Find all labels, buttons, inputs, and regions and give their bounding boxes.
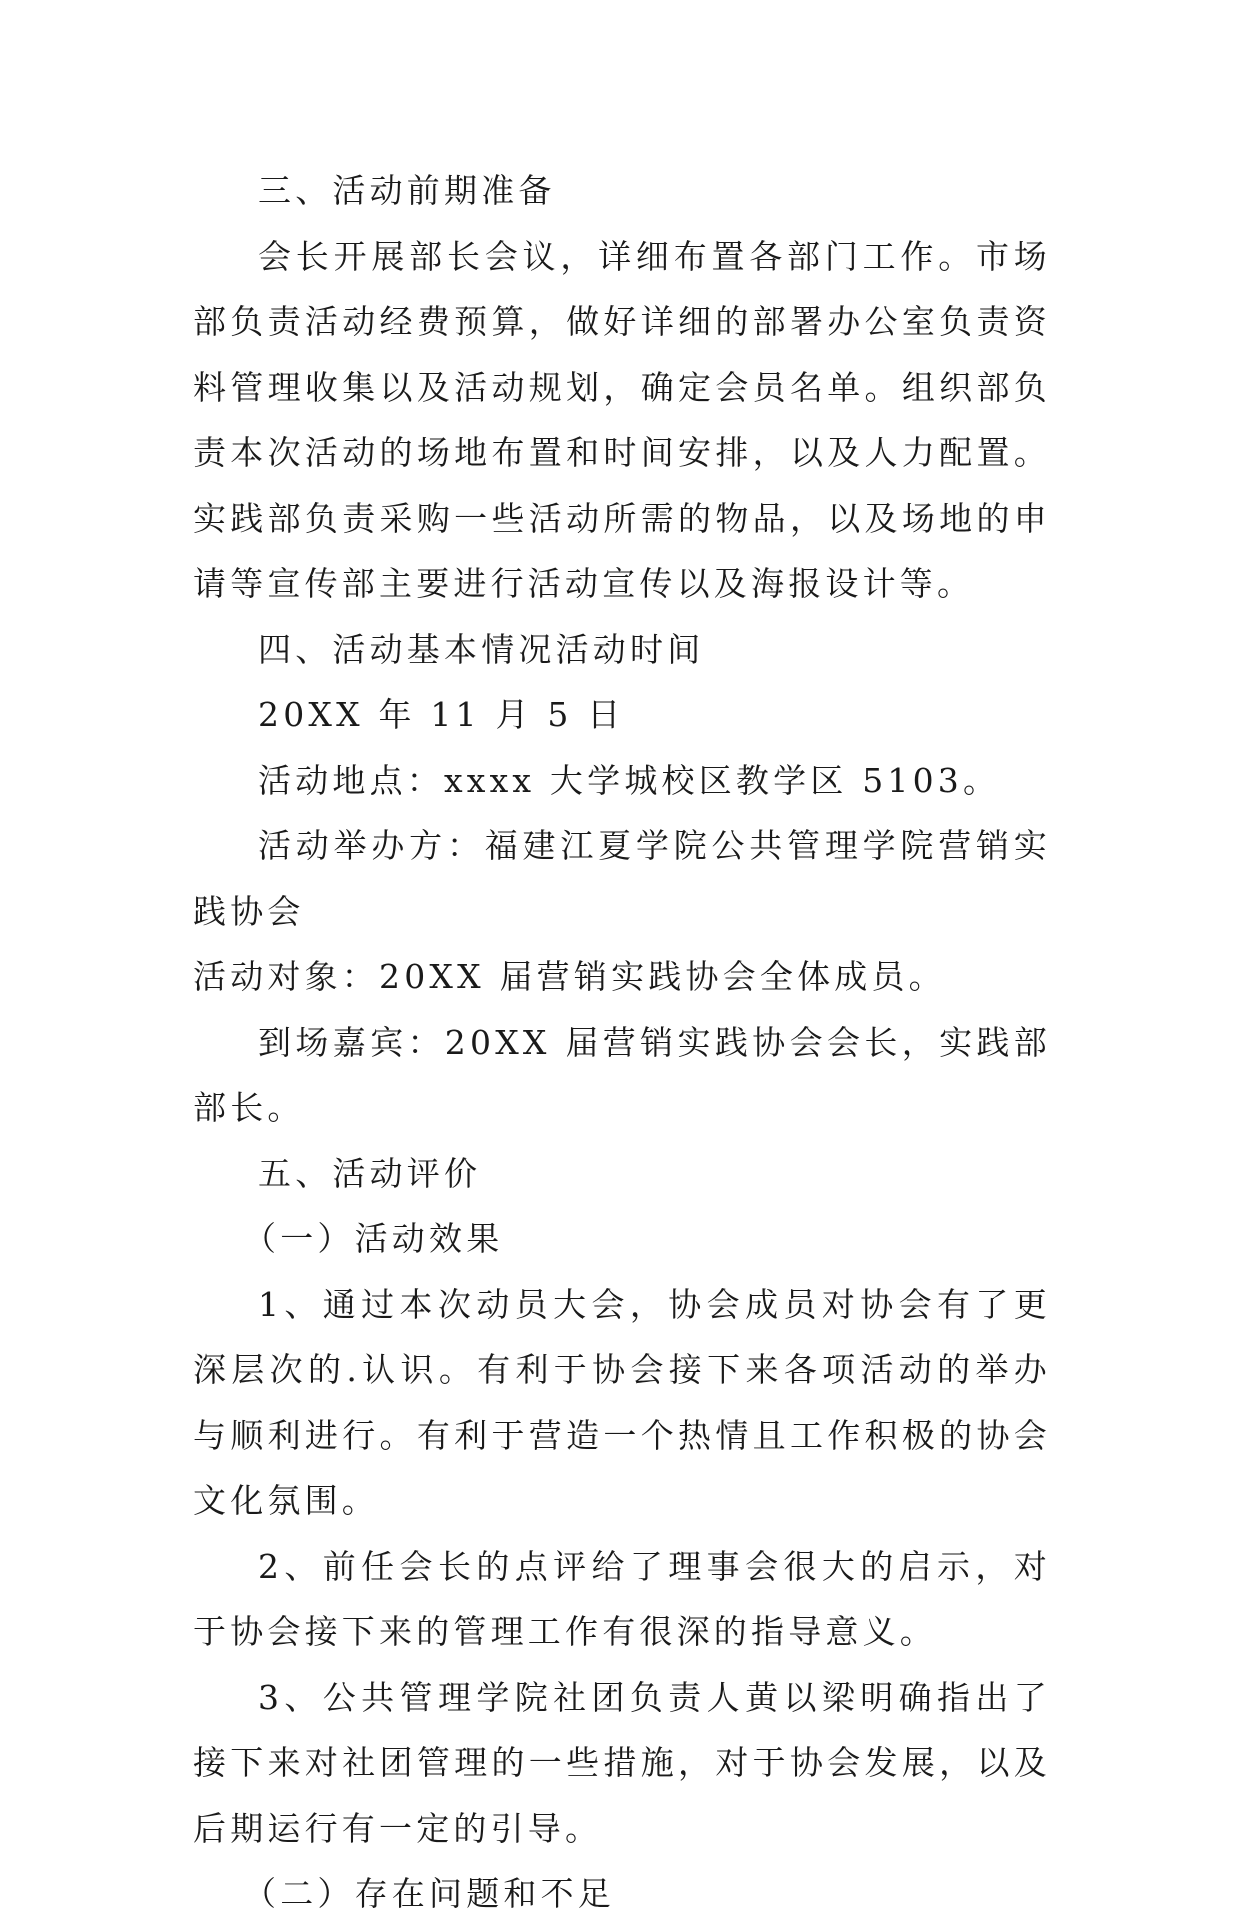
activity-audience: 活动对象：20XX 届营销实践协会全体成员。 <box>193 957 946 996</box>
section-heading-preparation: 三、活动前期准备 <box>258 171 556 210</box>
document-body <box>193 158 1051 1927</box>
activity-organizer: 活动举办方：福建江夏学院公共管理学院营销实践协会 <box>193 826 1051 931</box>
activity-guests: 到场嘉宾：20XX 届营销实践协会会长，实践部部长。 <box>193 1022 1051 1127</box>
paragraph-preparation-details: 会长开展部长会议，详细布置各部门工作。市场部负责活动经费预算，做好详细的部署办公室负责资料管理收集以及活动规划，确定会员名单。组织部负责本次活动的场地布置和时间安排，以及人力配置。实践部负责采购一些活动所需的物品，以及场地的申请等宣传部主要进行活动宣传以及海报设计等。 <box>193 236 1051 603</box>
section-heading-evaluation: 五、活动评价 <box>258 1153 482 1193</box>
effect-item-1: 1、通过本次动员大会，协会成员对协会有了更深层次的.认识。有利于协会接下来各项活动的举办与顺利进行。有利于营造一个热情且工作积极的协会文化氛围。 <box>193 1284 1051 1520</box>
subsection-heading-effects: （一）活动效果 <box>243 1219 504 1258</box>
section-heading-basic-info: 四、活动基本情况活动时间 <box>258 629 705 669</box>
effect-item-2: 2、前任会长的点评给了理事会很大的启示，对于协会接下来的管理工作有很深的指导意义。 <box>193 1546 1051 1651</box>
subsection-heading-problems: （二）存在问题和不足 <box>243 1874 615 1913</box>
activity-date: 20XX 年 11 月 5 日 <box>258 695 625 734</box>
effect-item-3: 3、公共管理学院社团负责人黄以梁明确指出了接下来对社团管理的一些措施，对于协会发展，以及后期运行有一定的引导。 <box>193 1677 1051 1848</box>
activity-location: 活动地点：xxxx 大学城校区教学区 5103。 <box>258 760 1001 800</box>
